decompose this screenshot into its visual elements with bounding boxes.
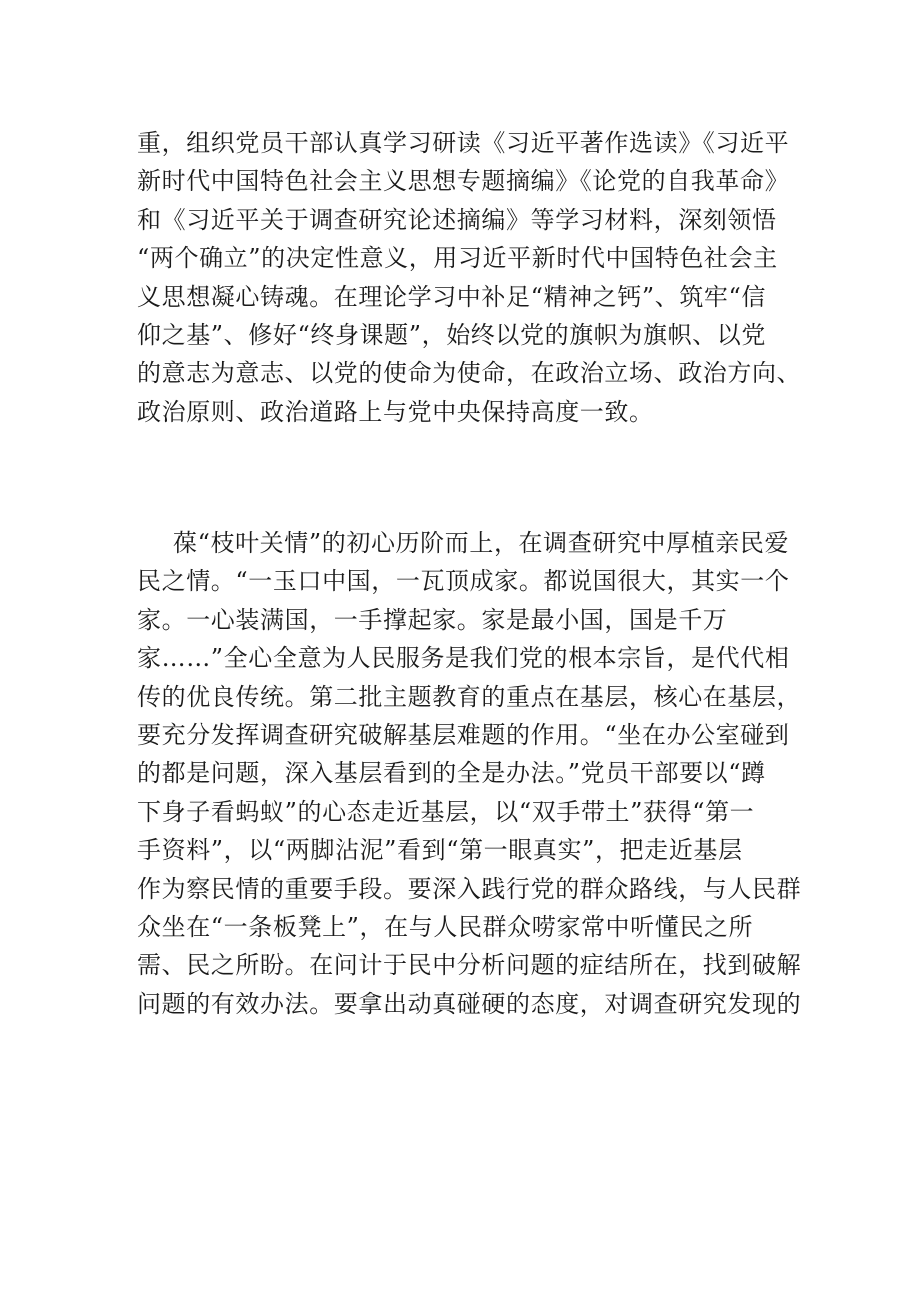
text-line: 和《习近平关于调查研究论述摘编》等学习材料，深刻领悟 — [137, 205, 777, 234]
text-line: 重，组织党员干部认真学习研读《习近平著作选读》《习近平 — [137, 129, 790, 157]
text-line: 手资料”，以“两脚沾泥”看到“第一眼真实”，把走近基层 — [137, 836, 743, 865]
paragraph-theory-study — [137, 124, 802, 431]
text-line: 政治原则、政治道路上与党中央保持高度一致。 — [137, 397, 654, 426]
text-line: 要充分发挥调查研究破解基层难题的作用。“坐在办公室碰到 — [137, 720, 790, 749]
text-line: 的都是问题，深入基层看到的全是办法。”党员干部要以“蹲 — [137, 759, 766, 788]
text-line: 的意志为意志、以党的使命为使命，在政治立场、政治方向、 — [137, 359, 802, 388]
text-line: 新时代中国特色社会主义思想专题摘编》《论党的自我革命》 — [137, 167, 790, 196]
text-line: 义思想凝心铸魂。在理论学习中补足“精神之钙”、筑牢“信 — [137, 282, 767, 311]
text-line: 仰之基”、修好“终身课题”，始终以党的旗帜为旗帜、以党 — [137, 320, 767, 349]
text-line: 家……”全心全意为人民服务是我们党的根本宗旨，是代代相 — [137, 644, 790, 673]
text-line: “两个确立”的决定性意义，用习近平新时代中国特色社会主 — [137, 244, 778, 273]
text-line: 家。一心装满国，一手撑起家。家是最小国，国是千万 — [137, 605, 728, 634]
text-line: 需、民之所盼。在问计于民中分析问题的症结所在，找到破解 — [137, 951, 802, 980]
text-line-first: 葆“枝叶关情”的初心历阶而上，在调查研究中厚植亲民爱 — [173, 529, 790, 557]
text-line: 民之情。“一玉口中国，一瓦顶成家。都说国很大，其实一个 — [137, 567, 790, 596]
paragraph-investigation-research — [137, 524, 802, 1023]
text-line: 传的优良传统。第二批主题教育的重点在基层，核心在基层， — [137, 682, 802, 711]
text-line: 问题的有效办法。要拿出动真碰硬的态度，对调查研究发现的 — [137, 989, 802, 1018]
text-line: 众坐在“一条板凳上”，在与人民群众唠家常中听懂民之所 — [137, 912, 754, 941]
text-line: 作为察民情的重要手段。要深入践行党的群众路线，与人民群 — [137, 874, 802, 903]
text-line: 下身子看蚂蚁”的心态走近基层，以“双手带土”获得“第一 — [137, 797, 755, 826]
